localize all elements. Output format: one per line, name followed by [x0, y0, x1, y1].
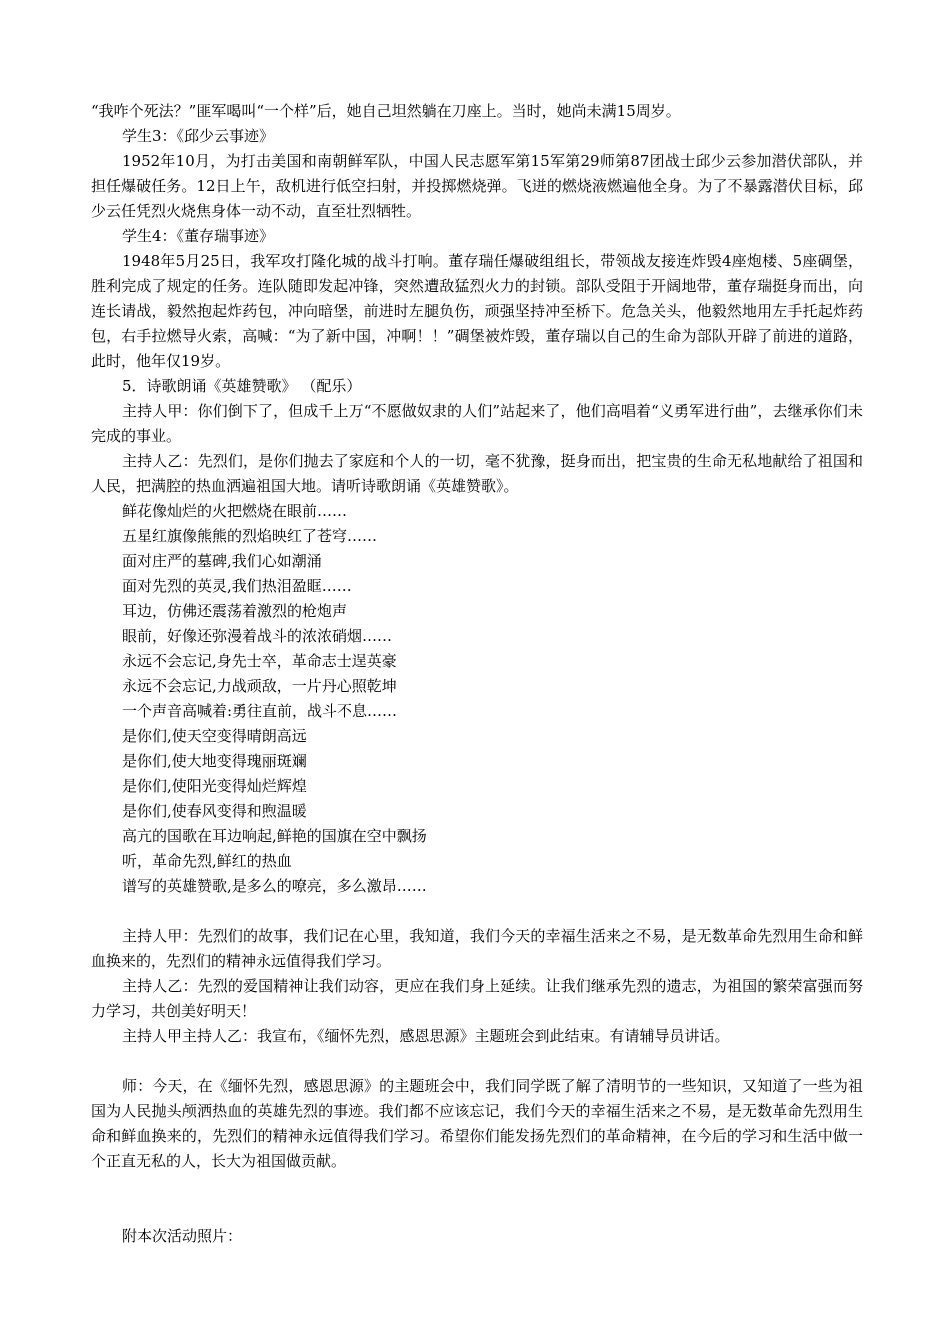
poem-line: 鲜花像灿烂的火把燃烧在眼前…… [122, 502, 348, 520]
poem-line: 耳边，仿佛还震荡着激烈的枪炮声 [122, 602, 348, 620]
qiu-shaoyun-story: 1952年10月，为打击美国和南朝鲜军队，中国人民志愿军第15军第29师第87团战士邱少云参加潜伏部队，并担任爆破任务。12日上午，敌机进行低空扫射，并投掷燃烧弹。飞迸的燃烧液燃遍他全身。为了不暴露潜伏目标，邱少云任凭烈火烧焦身体一动不动，直至壮烈牺牲。 [91, 152, 863, 220]
attachment-label: 附本次活动照片： [122, 1227, 243, 1245]
poem-line: 永远不会忘记,身先士卒，革命志士逞英豪 [122, 652, 397, 670]
poem [91, 499, 863, 899]
poem-line: 面对先烈的英灵,我们热泪盈眶…… [122, 577, 352, 595]
poem-line: 听，革命先烈,鲜红的热血 [122, 852, 292, 870]
poem-line: 是你们,使天空变得晴朗高远 [122, 727, 307, 745]
spacer [91, 1174, 863, 1224]
poem-line: 面对庄严的墓碑,我们心如潮涌 [122, 552, 322, 570]
poem-line: 五星红旗像熊熊的烈焰映红了苍穹…… [122, 527, 378, 545]
poem-line: 是你们,使春风变得和煦温暖 [122, 802, 307, 820]
student3-heading: 学生3：《邱少云事迹》 [122, 127, 275, 145]
host-b-speech: 主持人乙：先烈们，是你们抛去了家庭和个人的一切，毫不犹豫，挺身而出，把宝贵的生命无私地献给了祖国和人民，把满腔的热血洒遍祖国大地。请听诗歌朗诵《英雄赞歌》。 [91, 452, 863, 495]
host-a-speech: 主持人甲：你们倒下了，但成千上万“不愿做奴隶的人们”站起来了，他们高唱着“义勇军进行曲”，去继承你们未完成的事业。 [91, 402, 863, 445]
dong-cunrui-story: 1948年5月25日，我军攻打隆化城的战斗打响。董存瑞任爆破组组长，带领战友接连炸毁4座炮楼、5座碉堡，胜利完成了规定的任务。连队随即发起冲锋，突然遭敌猛烈火力的封锁。部队受阻于开阔地带，董存瑞挺身而出，向连长请战，毅然抱起炸药包，冲向暗堡，前进时左腿负伤，顽强坚持冲至桥下。危急关头，他毅然地用左手托起炸药包，右手拉燃导火索，高喊：“为了新中国，冲啊！！”碉堡被炸毁，董存瑞以自己的生命为部队开辟了前进的道路，此时，他年仅19岁。 [91, 252, 863, 370]
paragraph-continuation: “我咋个死法？”匪军喝叫“一个样”后，她自己坦然躺在刀座上。当时，她尚未满15周岁。 [91, 102, 681, 120]
teacher-speech: 师：今天，在《缅怀先烈，感恩思源》的主题班会中，我们同学既了解了清明节的一些知识，又知道了一些为祖国为人民抛头颅洒热血的英雄先烈的事迹。我们都不应该忘记，我们今天的幸福生活来之不易，是无数革命先烈用生命和鲜血换来的，先烈们的精神永远值得我们学习。希望你们能发扬先烈们的革命精神，在今后的学习和生活中做一个正直无私的人，长大为祖国做贡献。 [91, 1077, 863, 1170]
poem-line: 永远不会忘记,力战顽敌，一片丹心照乾坤 [122, 677, 397, 695]
poem-line: 是你们,使阳光变得灿烂辉煌 [122, 777, 307, 795]
poem-line: 是你们,使大地变得瑰丽斑斓 [122, 752, 307, 770]
student4-heading: 学生4：《董存瑞事迹》 [122, 227, 275, 245]
poem-line: 一个声音高喊着:勇往直前，战斗不息…… [122, 702, 398, 720]
spacer [91, 899, 863, 924]
poem-line: 高亢的国歌在耳边响起,鲜艳的国旗在空中飘扬 [122, 827, 427, 845]
document-page [91, 99, 863, 1249]
hosts-announcement: 主持人甲主持人乙：我宣布，《缅怀先烈，感恩思源》主题班会到此结束。有请辅导员讲话。 [122, 1027, 730, 1045]
poem-section-heading: 5．诗歌朗诵《英雄赞歌》 （配乐） [122, 377, 362, 395]
host-b-closing: 主持人乙：先烈的爱国精神让我们动容，更应在我们身上延续。让我们继承先烈的遗志，为祖国的繁荣富强而努力学习，共创美好明天！ [91, 977, 863, 1020]
poem-line: 谱写的英雄赞歌,是多么的嘹亮，多么激昂…… [122, 877, 427, 895]
host-a-closing: 主持人甲：先烈们的故事，我们记在心里，我知道，我们今天的幸福生活来之不易，是无数革命先烈用生命和鲜血换来的，先烈们的精神永远值得我们学习。 [91, 927, 863, 970]
poem-line: 眼前，好像还弥漫着战斗的浓浓硝烟…… [122, 627, 393, 645]
spacer [91, 1049, 863, 1074]
